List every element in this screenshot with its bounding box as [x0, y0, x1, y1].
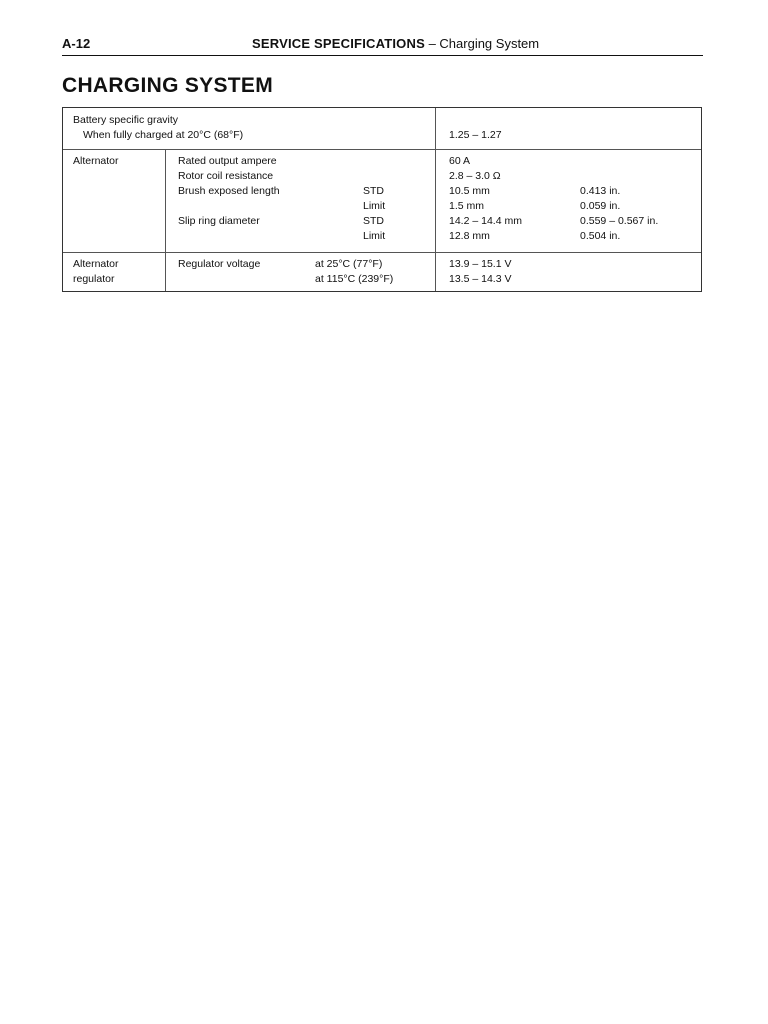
- regulator-cond-115c: at 115°C (239°F): [315, 273, 394, 285]
- battery-value: 1.25 – 1.27: [449, 129, 502, 141]
- brush-std-metric: 10.5 mm: [449, 185, 490, 197]
- section-title: CHARGING SYSTEM: [62, 74, 274, 97]
- slip-ring-label: Slip ring diameter: [178, 215, 260, 227]
- header-rule: [62, 55, 703, 56]
- slip-std-label: STD: [363, 215, 384, 227]
- brush-label: Brush exposed length: [178, 185, 280, 197]
- brush-std-label: STD: [363, 185, 384, 197]
- brush-limit-label: Limit: [363, 200, 386, 212]
- row-divider-alternator: [63, 252, 701, 253]
- row-divider-battery: [63, 149, 701, 150]
- brush-std-imperial: 0.413 in.: [580, 185, 621, 197]
- rotor-value: 2.8 – 3.0 Ω: [449, 170, 501, 182]
- slip-std-imperial: 0.559 – 0.567 in.: [580, 215, 659, 227]
- regulator-voltage-label: Regulator voltage: [178, 258, 261, 270]
- rotor-label: Rotor coil resistance: [178, 170, 274, 182]
- spec-table: [62, 107, 702, 292]
- component-column-divider: [165, 149, 166, 291]
- header-title-bold: SERVICE SPECIFICATIONS: [252, 36, 425, 51]
- alternator-label: Alternator: [73, 155, 119, 167]
- slip-limit-label: Limit: [363, 230, 386, 242]
- slip-limit-imperial: 0.504 in.: [580, 230, 621, 242]
- header-title: [252, 36, 539, 51]
- regulator-value-115c: 13.5 – 14.3 V: [449, 273, 512, 285]
- value-column-divider: [435, 108, 436, 291]
- page-header: [62, 36, 703, 54]
- brush-limit-imperial: 0.059 in.: [580, 200, 621, 212]
- battery-condition: When fully charged at 20°C (68°F): [83, 129, 244, 141]
- header-title-rest: – Charging System: [424, 36, 540, 51]
- regulator-label-line1: Alternator: [73, 258, 119, 270]
- brush-limit-metric: 1.5 mm: [449, 200, 485, 212]
- rated-output-value: 60 A: [449, 155, 471, 167]
- battery-item: Battery specific gravity: [73, 114, 179, 126]
- slip-std-metric: 14.2 – 14.4 mm: [449, 215, 522, 227]
- page-number: A-12: [62, 36, 91, 51]
- regulator-value-25c: 13.9 – 15.1 V: [449, 258, 512, 270]
- rated-output-label: Rated output ampere: [178, 155, 277, 167]
- slip-limit-metric: 12.8 mm: [449, 230, 490, 242]
- regulator-cond-25c: at 25°C (77°F): [315, 258, 383, 270]
- regulator-label-line2: regulator: [73, 273, 115, 285]
